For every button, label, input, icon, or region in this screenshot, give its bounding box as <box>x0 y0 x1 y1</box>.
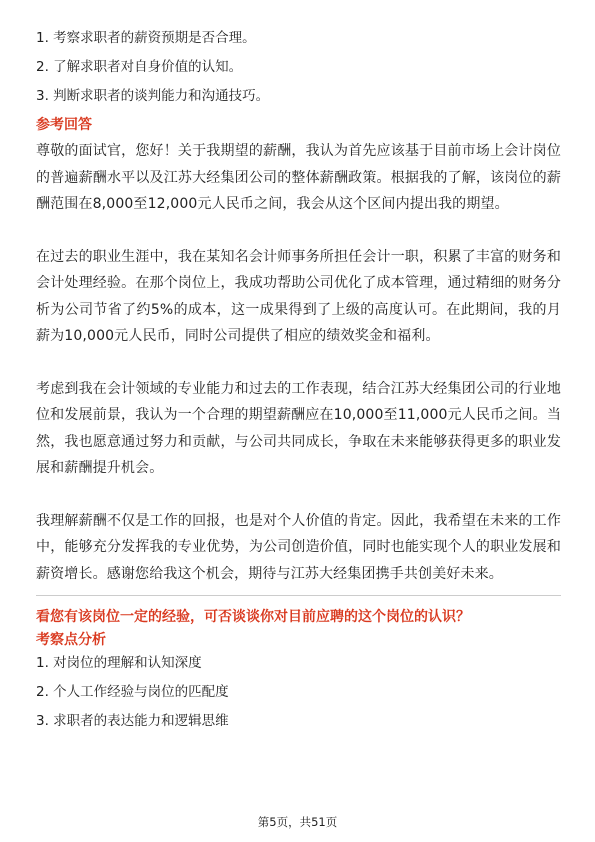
list-item: 2. 了解求职者对自身价值的认知。 <box>36 59 243 75</box>
question-heading: 看您有该岗位一定的经验，可否谈谈你对目前应聘的这个岗位的认识？ <box>36 609 470 625</box>
analysis-heading: 考察点分析 <box>36 632 106 648</box>
list-item: 3. 判断求职者的谈判能力和沟通技巧。 <box>36 88 270 104</box>
answer-heading: 参考回答 <box>36 117 92 133</box>
answer-paragraph: 考虑到我在会计领域的专业能力和过去的工作表现，结合江苏大经集团公司的行业地位和发展前景，我认为一个合理的期望薪酬应在10,000至11,000元人民币之间。当然，我也愿意通过努力和贡献，与公司共同成长，争取在未来能够获得更多的职业发展和薪酬提升机会。 <box>36 380 561 476</box>
list-item: 1. 考察求职者的薪资预期是否合理。 <box>36 30 256 46</box>
answer-paragraph: 在过去的职业生涯中，我在某知名会计师事务所担任会计一职，积累了丰富的财务和会计处理经验。在那个岗位上，我成功帮助公司优化了成本管理，通过精细的财务分析为公司节省了约5%的成本，这一成果得到了上级的高度认可。在此期间，我的月薪为10,000元人民币，同时公司提供了相应的绩效奖金和福利。 <box>36 248 561 344</box>
section-divider <box>36 595 561 596</box>
document-page <box>36 28 561 740</box>
list-item: 3. 求职者的表达能力和逻辑思维 <box>36 713 229 729</box>
answer-paragraph: 我理解薪酬不仅是工作的回报，也是对个人价值的肯定。因此，我希望在未来的工作中，能够充分发挥我的专业优势，为公司创造价值，同时也能实现个人的职业发展和薪资增长。感谢您给我这个机会，期待与江苏大经集团携手共创美好未来。 <box>36 512 561 582</box>
list-item: 2. 个人工作经验与岗位的匹配度 <box>36 684 229 700</box>
page-number-footer: 第5页，共51页 <box>257 815 338 829</box>
list-item: 1. 对岗位的理解和认知深度 <box>36 655 202 671</box>
answer-paragraph: 尊敬的面试官，您好！关于我期望的薪酬，我认为首先应该基于目前市场上会计岗位的普遍薪酬水平以及江苏大经集团公司的整体薪酬政策。根据我的了解，该岗位的薪酬范围在8,000至12,000元人民币之间，我会从这个区间内提出我的期望。 <box>36 143 561 212</box>
